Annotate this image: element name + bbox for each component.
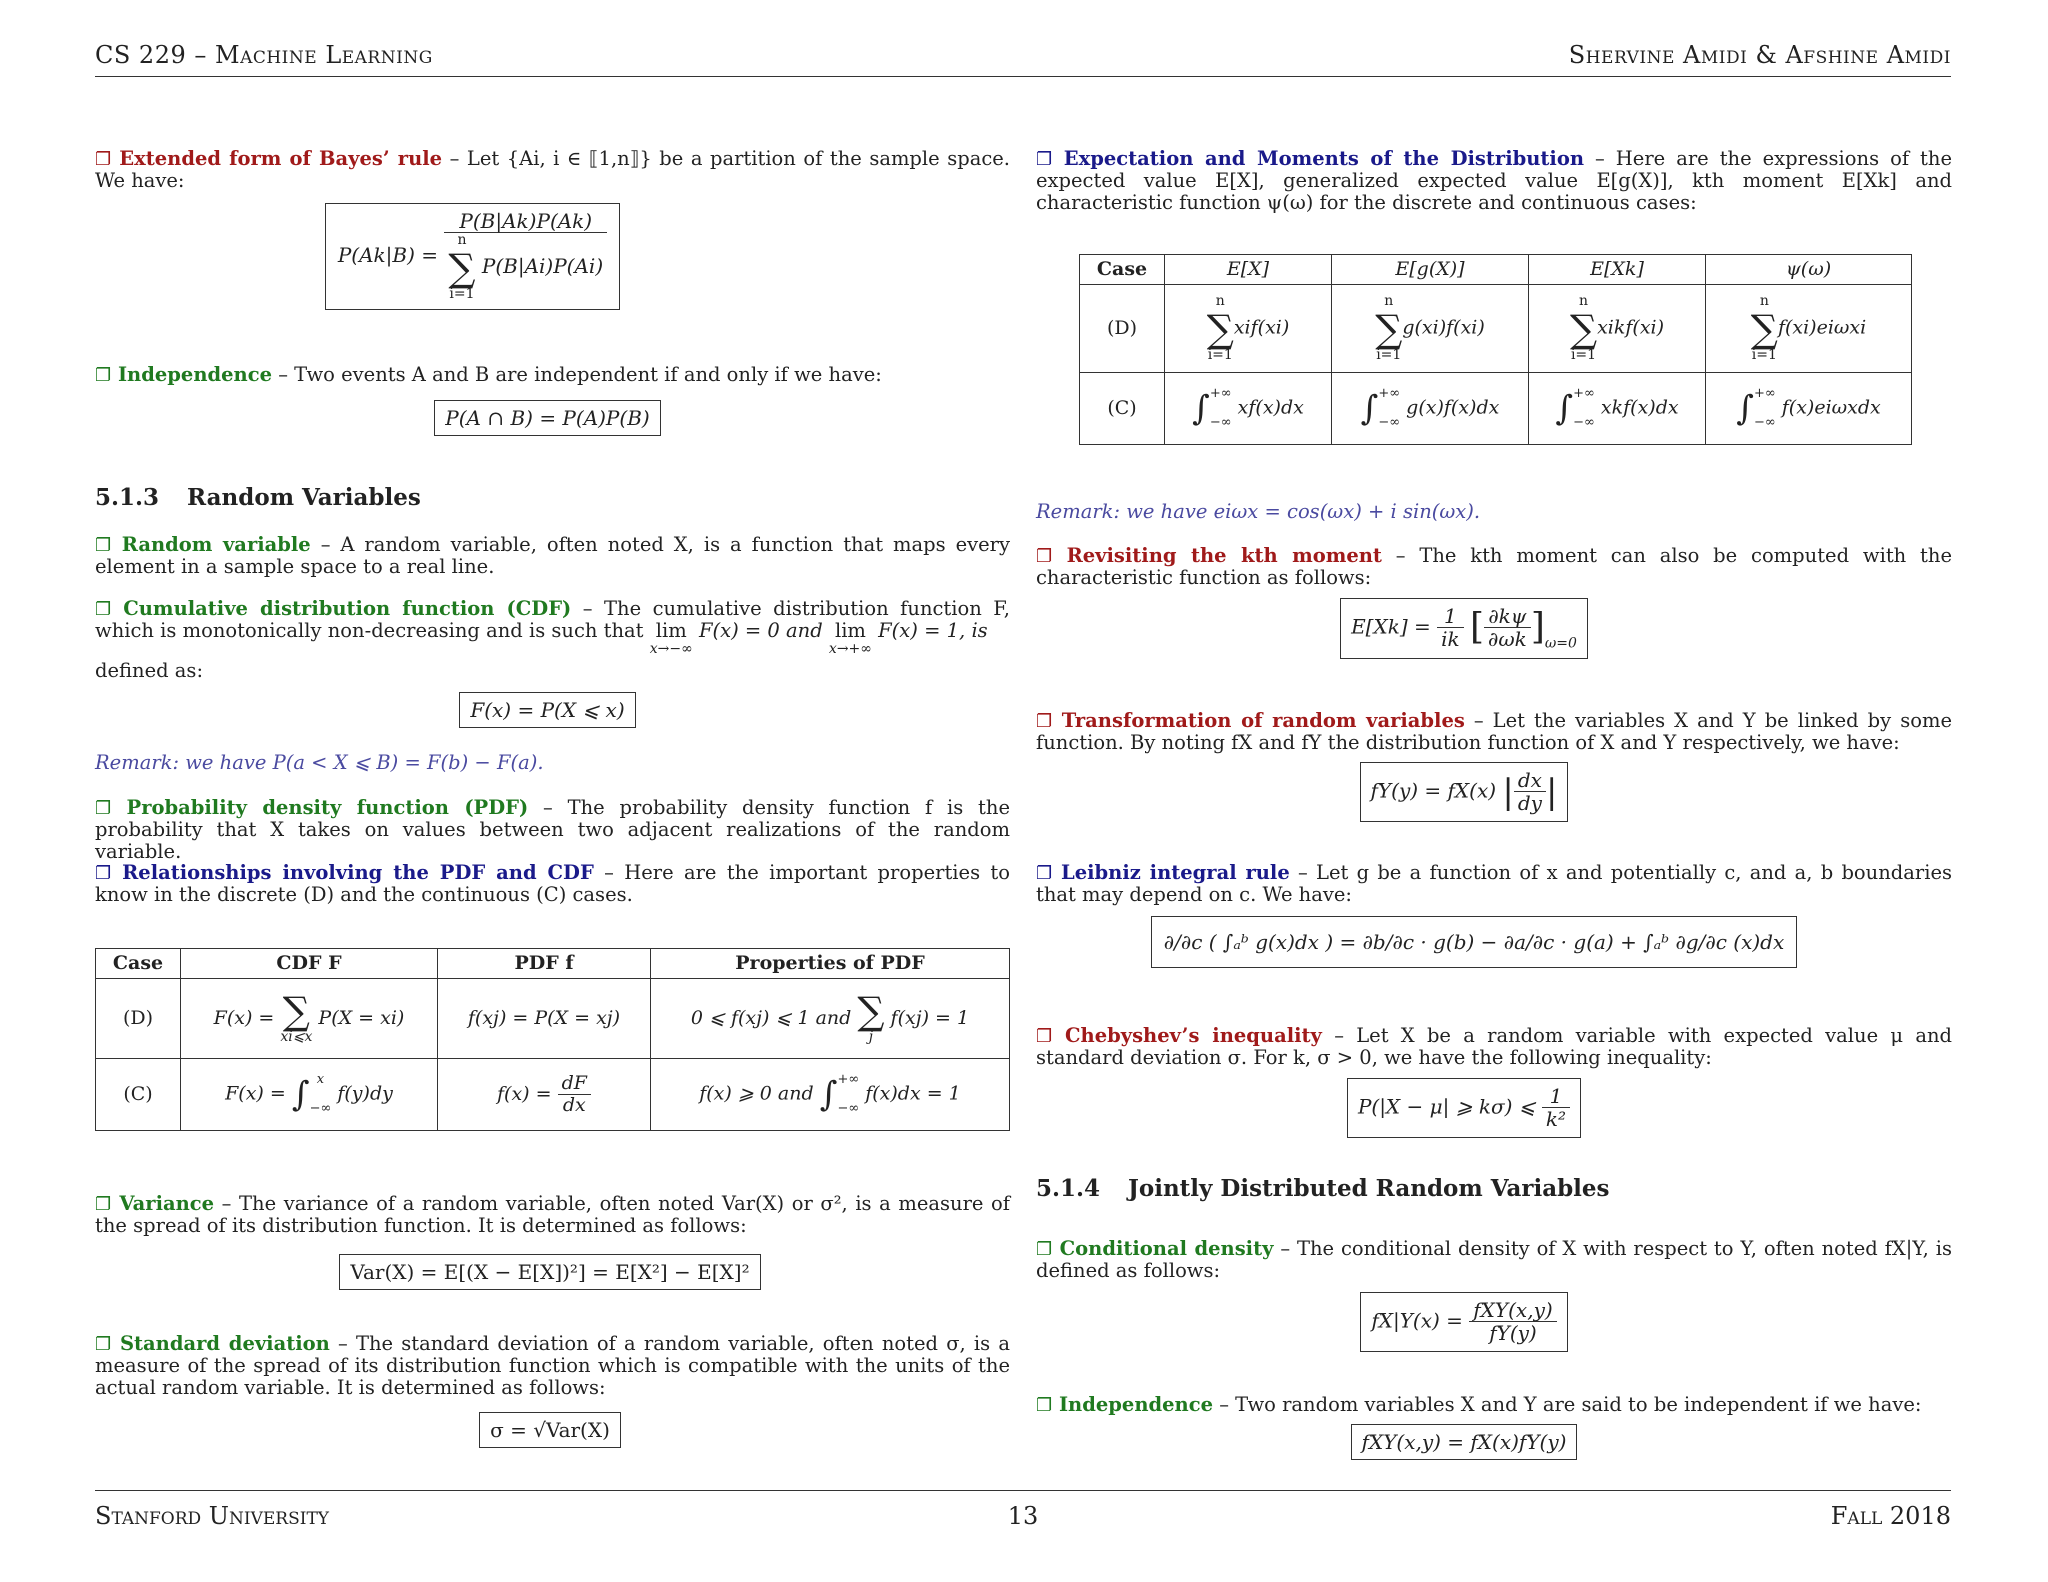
- checkbox-bullet-icon: ❐: [1036, 546, 1053, 567]
- standard-deviation: ❐ Standard deviation – The standard deviation of a random variable, often noted σ, is a measure of the spread of its distribution function which is compatible with the units of the actual random variable. It is determined as follows:: [95, 1332, 1010, 1399]
- independence-formula: P(A ∩ B) = P(A)P(B): [434, 400, 660, 436]
- table-row: (D) n ∑ i=1 xif(xi) n ∑ i=1 g(xi)f(xi) n ∑ i=1 xikf(xi) n ∑ i=1 f(xi)eiωxi: [1080, 285, 1912, 373]
- pdf: ❐ Probability density function (PDF) – The probability density function f is the probability that X takes on values between two adjacent realizations of the random variable.: [95, 796, 1010, 863]
- pdf-cdf-relationships: ❐ Relationships involving the PDF and CDF – Here are the important properties to know in the discrete (D) and the continuous (C) cases.: [95, 861, 1010, 907]
- bayes-text: – Let {Ai, i ∈ ⟦1,n⟧} be a partition of the sample space. We have:: [95, 147, 1010, 193]
- footer-term: Fall 2018: [1830, 1502, 1951, 1530]
- checkbox-bullet-icon: ❐: [1036, 1395, 1053, 1416]
- variance: ❐ Variance – The variance of a random variable, often noted Var(X) or σ², is a measure of the spread of its distribution function. It is determined as follows:: [95, 1192, 1010, 1238]
- table-header-row: Case E[X] E[g(X)] E[Xk] ψ(ω): [1080, 255, 1912, 285]
- checkbox-bullet-icon: ❐: [95, 365, 112, 386]
- bayes-title: Extended form of Bayes’ rule: [119, 147, 443, 170]
- chebyshev-formula: P(|X − μ| ⩾ kσ) ⩽ $\frac{1}{\text{k²}}$: [1347, 1078, 1581, 1138]
- header-authors: Shervine Amidi & Afshine Amidi: [1568, 41, 1951, 69]
- conditional-density-formula: fX|Y(x) = $\frac{\text{fXY(x,y)}}{fY(y)}$: [1360, 1292, 1567, 1352]
- table-row: (C) F(x) = ∫ x −∞ f(y)dy f(x) = $\frac{dF}{dx}$ f(x) ⩾ 0 and ∫ +∞ −∞ f(x)dx = 1: [96, 1059, 1010, 1131]
- table-row: (C) ∫ +∞ −∞ xf(x)dx ∫ +∞ −∞ g(x)f(x)dx ∫ +∞ −∞ xkf(x)dx ∫ +∞ −∞ f(x)eiωxdx: [1080, 373, 1912, 445]
- cdf: ❐ Cumulative distribution function (CDF) – The cumulative distribution function F, which is monotonically non-decreasing and is such that lim x→−∞ F(x) = 0 and lim x→+∞ F(x) = 1, is: [95, 597, 1010, 657]
- std-formula: σ = √Var(X): [479, 1412, 621, 1448]
- transformation-formula: fY(y) = fX(x) | $\frac{dx}{dy}$ |: [1360, 762, 1569, 822]
- moments-table: [1079, 254, 1912, 445]
- checkbox-bullet-icon: ❐: [95, 149, 112, 170]
- footer-university: Stanford University: [95, 1502, 330, 1530]
- checkbox-bullet-icon: ❐: [95, 798, 112, 819]
- cdf-formula: F(x) = P(X ⩽ x): [459, 692, 635, 728]
- checkbox-bullet-icon: ❐: [95, 599, 112, 620]
- independence-joint-formula: fXY(x,y) = fX(x)fY(y): [1351, 1424, 1578, 1460]
- section-5-1-3: 5.1.3 Random Variables: [95, 484, 421, 511]
- conditional-density: ❐ Conditional density – The conditional density of X with respect to Y, often noted fX|Y, is defined as follows:: [1036, 1237, 1952, 1283]
- header-course: CS 229 – Machine Learning: [95, 41, 433, 69]
- section-5-1-4: 5.1.4 Jointly Distributed Random Variables: [1036, 1175, 1610, 1202]
- independence: ❐ Independence – Two events A and B are independent if and only if we have:: [95, 363, 882, 386]
- checkbox-bullet-icon: ❐: [1036, 149, 1053, 170]
- table-row: (D) F(x) = ∑ xi⩽x P(X = xi) f(xj) = P(X = xj) 0 ⩽ f(xj) ⩽ 1 and ∑ j f(xj) = 1: [96, 979, 1010, 1059]
- page-header: [95, 42, 1951, 77]
- table-header-row: Case CDF F PDF f Properties of PDF: [96, 949, 1010, 979]
- pdf-cdf-table: [95, 948, 1010, 1131]
- leibniz-formula: ∂/∂c ( ∫ₐᵇ g(x)dx ) = ∂b/∂c · g(b) − ∂a/∂c · g(a) + ∫ₐᵇ ∂g/∂c (x)dx: [1151, 916, 1797, 968]
- checkbox-bullet-icon: ❐: [95, 535, 112, 556]
- checkbox-bullet-icon: ❐: [95, 1194, 112, 1215]
- checkbox-bullet-icon: ❐: [95, 863, 112, 884]
- sum-symbol: ∑: [448, 246, 476, 291]
- kth-moment: ❐ Revisiting the kth moment – The kth moment can also be computed with the characteristic function as follows:: [1036, 544, 1952, 590]
- chebyshev: ❐ Chebyshev’s inequality – Let X be a random variable with expected value μ and standard deviation σ. For k, σ > 0, we have the following inequality:: [1036, 1024, 1953, 1070]
- cdf-text-end: defined as:: [95, 659, 204, 682]
- bayes-formula: P(Ak|B) = P(B|Ak)P(Ak) n ∑ i=1 P(B|Ai)P(Ai): [325, 203, 620, 310]
- bayes-rule: [95, 148, 1010, 192]
- remark-cdf: Remark: we have P(a < X ⩽ B) = F(b) − F(a).: [95, 751, 544, 774]
- kth-moment-formula: E[Xk] = $\frac{1}{ik}$ [ $\frac{\partial k\psi}{\partial\omega k}$ ]$_{\omega=0}$: [1340, 598, 1588, 659]
- checkbox-bullet-icon: ❐: [1036, 711, 1053, 732]
- checkbox-bullet-icon: ❐: [95, 1334, 112, 1355]
- transformation: ❐ Transformation of random variables – Let the variables X and Y be linked by some function. By noting fX and fY the distribution function of X and Y respectively, we have:: [1036, 709, 1952, 755]
- page-number: 13: [1007, 1502, 1039, 1530]
- random-variable: ❐ Random variable – A random variable, often noted X, is a function that maps every element in a sample space to a real line.: [95, 533, 1011, 579]
- checkbox-bullet-icon: ❐: [1036, 863, 1053, 884]
- leibniz-rule: ❐ Leibniz integral rule – Let g be a function of x and potentially c, and a, b boundaries that may depend on c. We have:: [1036, 861, 1953, 907]
- variance-formula: Var(X) = E[(X − E[X])²] = E[X²] − E[X]²: [339, 1254, 760, 1290]
- remark-euler: Remark: we have eiωx = cos(ωx) + i sin(ωx).: [1036, 500, 1481, 523]
- checkbox-bullet-icon: ❐: [1036, 1026, 1053, 1047]
- checkbox-bullet-icon: ❐: [1036, 1239, 1053, 1260]
- page-footer: [95, 1490, 1951, 1541]
- independence-joint: ❐ Independence – Two random variables X and Y are said to be independent if we have:: [1036, 1393, 1922, 1416]
- expectation-moments: ❐ Expectation and Moments of the Distribution – Here are the expressions of the expected value E[X], generalized expected value E[g(X)], kth moment E[Xk] and characteristic function ψ(ω) for the discrete and continuous cases:: [1036, 147, 1952, 214]
